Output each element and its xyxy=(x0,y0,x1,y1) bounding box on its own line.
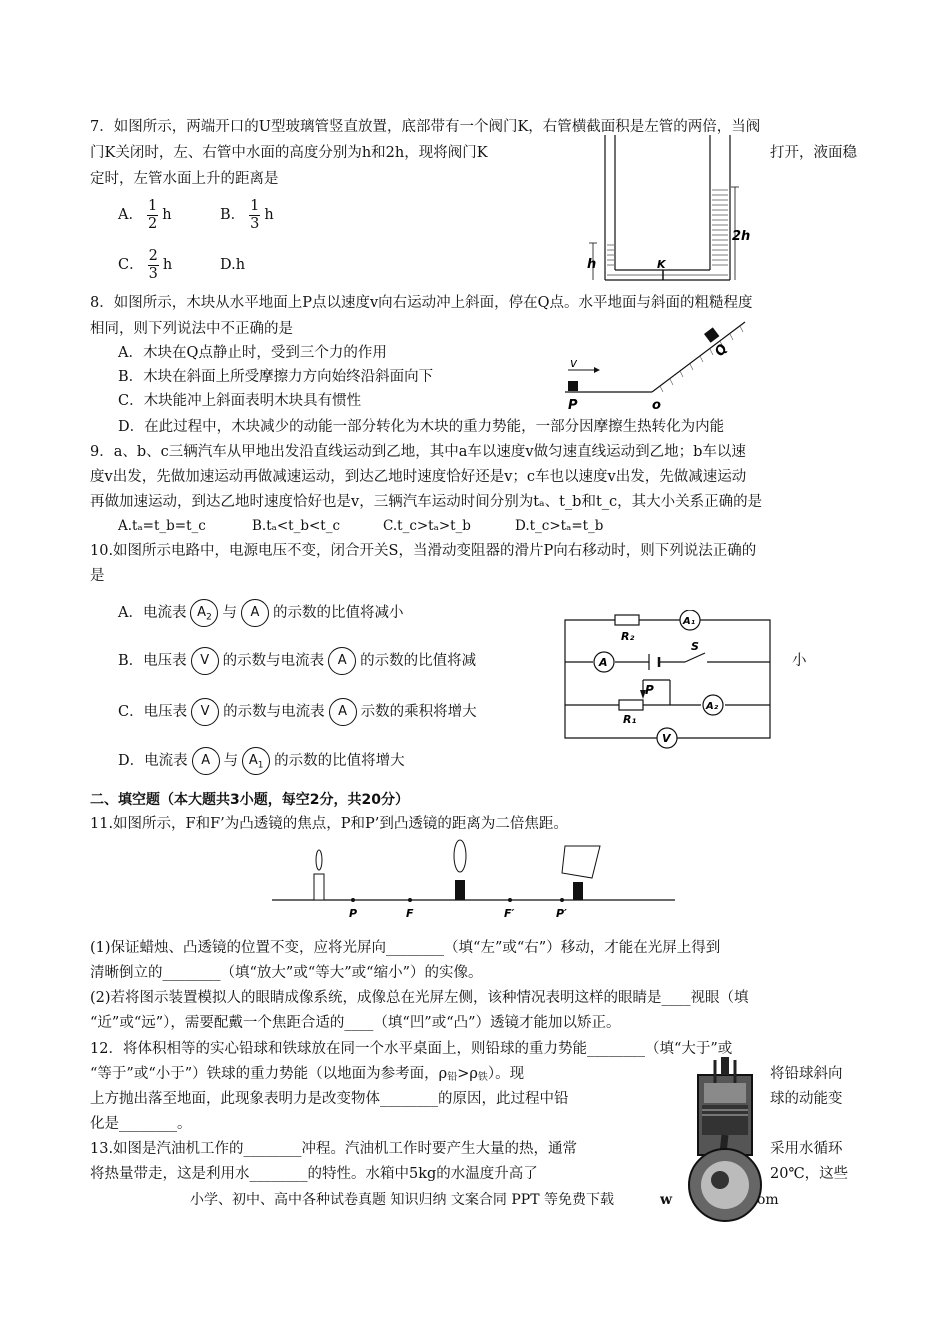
q7-line2a: 门K关闭时，左、右管中水面的高度分别为h和2h，现将阀门K xyxy=(90,145,488,161)
q7-option-c-label: C． xyxy=(118,257,144,273)
q8-incline-figure xyxy=(560,320,760,415)
ammeter-a-icon: A xyxy=(328,647,356,675)
q10-fig-label-a: A xyxy=(599,656,608,669)
q10-fig-label-r1: R₁ xyxy=(623,713,637,726)
q13-line2a: 将热量带走，这是利用水________的特性。水箱中5kg的水温度升高了 xyxy=(90,1166,538,1182)
q8-fig-label-p: P xyxy=(568,398,578,413)
q9-line3: 再做加速运动，到达乙地时速度恰好也是v，三辆汽车运动时间分别为tₐ、t_b和t_c，其大小关系正确的是 xyxy=(90,494,763,510)
q7-line2b: 打开，液面稳 xyxy=(770,145,857,161)
q10-line2: 是 xyxy=(90,568,105,584)
ammeter-a1-icon: $A_1$ xyxy=(242,747,270,775)
q9-line2: 度v出发，先做加速运动再做减速运动，到达乙地时速度恰好还是v；c车也以速度v出发，先做减速运动 xyxy=(90,469,747,485)
q11-lens-figure xyxy=(270,838,680,923)
q7-fig-label-2h: 2h xyxy=(732,229,751,244)
q9-option-d[interactable]: D.t_c>tₐ=t_b xyxy=(515,518,604,534)
q10-fig-label-v: V xyxy=(662,732,671,745)
q8-option-d[interactable]: D．在此过程中，木块减少的动能一部分转化为木块的重力势能，一部分因摩擦生热转化为内能 xyxy=(118,419,725,435)
q7-option-b-fraction: $\frac{1}{3}$ xyxy=(250,197,260,232)
q7-option-c[interactable]: C． $\frac{2}{3}$ h xyxy=(118,247,173,282)
voltmeter-v-icon: V xyxy=(191,647,219,675)
q9-option-b[interactable]: B.tₐ<t_b<t_c xyxy=(252,518,341,534)
q7-line1: 7．如图所示，两端开口的U型玻璃管竖直放置，底部带有一个阀门K，右管横截面积是左管的两倍，当阀 xyxy=(90,119,761,135)
q10-fig-label-r2: R₂ xyxy=(621,630,635,643)
q8-option-a[interactable]: A．木块在Q点静止时，受到三个力的作用 xyxy=(118,345,387,361)
q10-fig-label-p: P xyxy=(645,683,654,697)
q7-option-b-label: B． xyxy=(220,207,246,223)
q8-block-p xyxy=(568,381,578,391)
q7-option-c-fraction: $\frac{2}{3}$ xyxy=(148,247,158,282)
ammeter-a-icon: A xyxy=(192,747,220,775)
q7-option-b[interactable]: B． $\frac{1}{3}$ h xyxy=(220,197,274,232)
q13-line1b: 采用水循环 xyxy=(770,1141,843,1157)
q13-line2b: 20℃，这些 xyxy=(770,1166,849,1182)
q10-option-b-tail: 小 xyxy=(792,653,807,669)
q10-fig-label-a2: A₂ xyxy=(706,701,719,712)
q10-fig-label-a1: A₁ xyxy=(683,616,696,627)
q11-fig-label-p-prime: P′ xyxy=(556,907,567,920)
q7-option-a[interactable]: A． $\frac{1}{2}$ h xyxy=(118,197,172,232)
q13-line1a: 13.如图是汽油机工作的________冲程。汽油机工作时要产生大量的热，通常 xyxy=(90,1141,578,1157)
footer-url-end: om xyxy=(757,1192,779,1208)
q8-fig-label-q: Q xyxy=(712,341,731,360)
q8-fig-label-o: o xyxy=(652,398,661,413)
q8-option-b[interactable]: B．木块在斜面上所受摩擦力方向始终沿斜面向下 xyxy=(118,369,434,385)
voltmeter-v-icon: V xyxy=(191,698,219,726)
q10-option-a[interactable]: A．电流表 $A_2$ 与 A 的示数的比值将减小 xyxy=(118,597,403,629)
q8-line1: 8．如图所示，木块从水平地面上P点以速度v向右运动冲上斜面，停在Q点。水平地面与斜面的粗糙程度 xyxy=(90,295,753,311)
q7-option-a-label: A． xyxy=(118,207,143,223)
q12-line2: “等于”或“小于”）铁球的重力势能（以地面为参考面，$\rho_铅>\rho_铁$）。现 xyxy=(90,1066,525,1083)
q9-option-c[interactable]: C.t_c>tₐ>t_b xyxy=(383,518,471,534)
q12-line1: 12．将体积相等的实心铅球和铁球放在同一个水平桌面上，则铅球的重力势能________（填“大于”或 xyxy=(90,1041,733,1057)
q11-fig-label-f-prime: F′ xyxy=(504,907,515,920)
section-2-title: 二、填空题（本大题共3小题，每空2分，共20分） xyxy=(90,792,409,808)
q11-part1-line1: (1)保证蜡烛、凸透镜的位置不变，应将光屏向________（填“左”或“右”）移动，才能在光屏上得到 xyxy=(90,940,721,956)
q11-fig-label-p: P xyxy=(349,907,358,920)
q12-line4: 化是________。 xyxy=(90,1116,192,1132)
q7-u-tube-figure xyxy=(585,135,760,290)
q12-line3a: 上方抛出落至地面，此现象表明力是改变物体________的原因，此过程中铅 xyxy=(90,1091,569,1107)
q8-block-q xyxy=(704,327,719,342)
q7-fig-label-k: K xyxy=(657,258,666,271)
q10-option-c[interactable]: C．电压表 V 的示数与电流表 A 示数的乘积将增大 xyxy=(118,696,477,728)
q11-fig-label-f: F xyxy=(406,907,414,920)
footer-url-start: w xyxy=(660,1192,673,1208)
q7-option-d[interactable]: D.h xyxy=(220,257,246,273)
ammeter-a-icon: A xyxy=(241,599,269,627)
q11-part2-line1: (2)若将图示装置模拟人的眼睛成像系统，成像总在光屏左侧，该种情况表明这样的眼睛是____视眼（填 xyxy=(90,990,749,1006)
q11-part2-line2: “近”或“远”），需要配戴一个焦距合适的____（填“凹”或“凸”）透镜才能加以矫正。 xyxy=(90,1015,621,1031)
q11-part1-line2: 清晰倒立的________（填“放大”或“等大”或“缩小”）的实像。 xyxy=(90,965,483,981)
q10-circuit-figure xyxy=(555,610,780,755)
q11-line1: 11.如图所示，F和F’为凸透镜的焦点，P和P’到凸透镜的距离为二倍焦距。 xyxy=(90,816,568,832)
q10-fig-label-s: S xyxy=(691,640,699,653)
q12-line3b: 球的动能变 xyxy=(770,1091,843,1107)
q9-option-a[interactable]: A.tₐ=t_b=t_c xyxy=(118,518,206,534)
q10-option-b[interactable]: B．电压表 V 的示数与电流表 A 的示数的比值将减 xyxy=(118,645,476,677)
q10-option-d[interactable]: D．电流表 A 与 $A_1$ 的示数的比值将增大 xyxy=(118,745,405,777)
q8-option-c[interactable]: C．木块能冲上斜面表明木块具有惯性 xyxy=(118,393,362,409)
q7-option-a-fraction: $\frac{1}{2}$ xyxy=(147,197,158,232)
q7-fig-label-h: h xyxy=(587,257,597,272)
footer-text: 小学、初中、高中各种试卷真题 知识归纳 文案合同 PPT 等免费下载 xyxy=(190,1192,614,1208)
q9-line1: 9．a、b、c三辆汽车从甲地出发沿直线运动到乙地，其中a车以速度v做匀速直线运动到乙地；b车以速 xyxy=(90,444,746,460)
ammeter-a2-icon: $A_2$ xyxy=(190,599,218,627)
q8-fig-label-v: v xyxy=(570,356,578,370)
ammeter-a-icon: A xyxy=(329,698,357,726)
q8-line2: 相同，则下列说法中不正确的是 xyxy=(90,321,293,337)
q12-line2c: 将铅球斜向 xyxy=(770,1066,843,1082)
q10-line1: 10.如图所示电路中，电源电压不变，闭合开关S，当滑动变阻器的滑片P向右移动时，则下列说法正确的 xyxy=(90,543,757,559)
q7-line3: 定时，左管水面上升的距离是 xyxy=(90,171,279,187)
